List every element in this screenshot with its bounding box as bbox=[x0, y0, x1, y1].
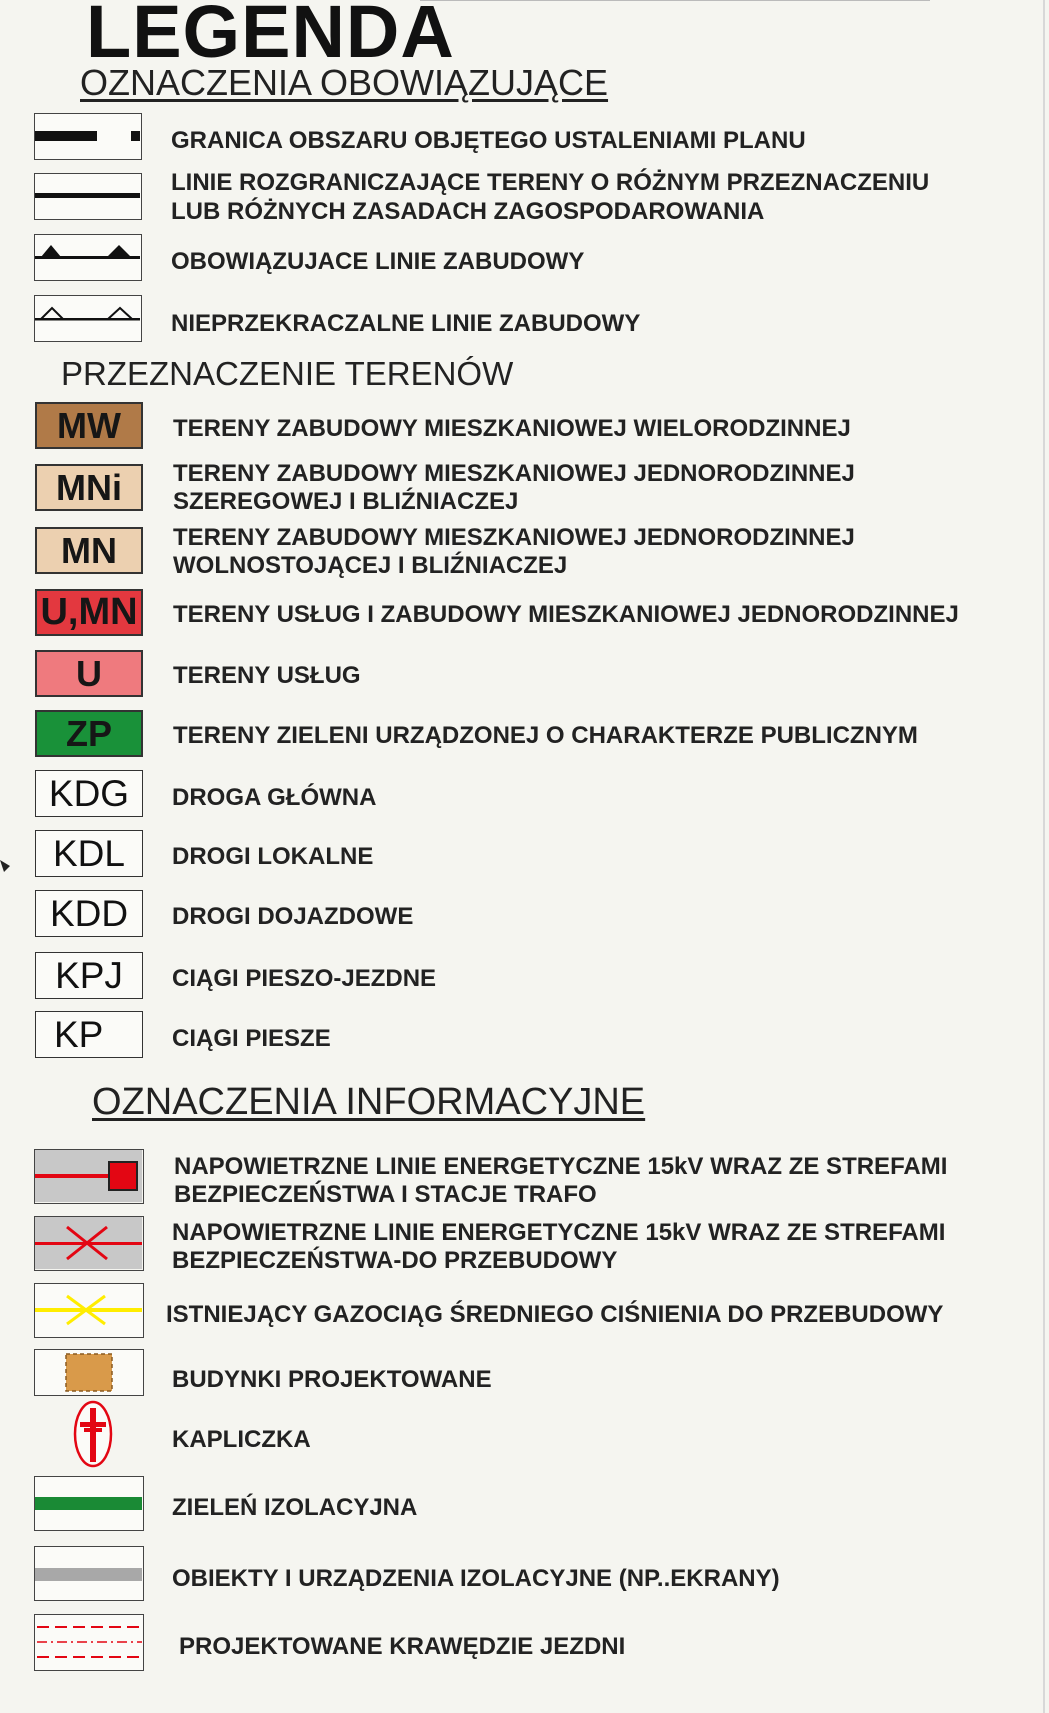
non-exceedable-building-line-symbol bbox=[34, 295, 142, 342]
land-use-code-mni: MNi bbox=[35, 464, 143, 511]
isolation-objects-symbol bbox=[34, 1546, 144, 1601]
road-code-kdd: KDD bbox=[35, 890, 143, 937]
top-border-line bbox=[420, 0, 930, 1]
land-use-code-u: U bbox=[35, 650, 143, 697]
planned-building-symbol bbox=[34, 1349, 144, 1396]
legend-label: BUDYNKI PROJEKTOWANE bbox=[172, 1366, 492, 1393]
power-line-transformer-symbol bbox=[34, 1149, 144, 1204]
legend-label: BEZPIECZEŃSTWA-DO PRZEBUDOWY bbox=[172, 1247, 618, 1274]
chapel-icon bbox=[72, 1400, 114, 1468]
legend-label: OBOWIĄZUJACE LINIE ZABUDOWY bbox=[171, 248, 585, 275]
legend-title: LEGENDA bbox=[86, 0, 455, 73]
gas-pipeline-symbol bbox=[34, 1283, 144, 1338]
road-code-kpj: KPJ bbox=[35, 952, 143, 999]
legend-label: OBIEKTY I URZĄDZENIA IZOLACYJNE (NP..EKRANY) bbox=[172, 1565, 780, 1592]
legend-label: NIEPRZEKRACZALNE LINIE ZABUDOWY bbox=[171, 310, 641, 337]
legend-label: TERENY USŁUG I ZABUDOWY MIESZKANIOWEJ JEDNORODZINNEJ bbox=[173, 601, 959, 628]
division-line-symbol bbox=[34, 173, 142, 220]
boundary-line-symbol bbox=[34, 113, 142, 160]
section-informative-heading: OZNACZENIA INFORMACYJNE bbox=[92, 1081, 646, 1123]
legend-label: ISTNIEJĄCY GAZOCIĄG ŚREDNIEGO CIŚNIENIA DO PRZEBUDOWY bbox=[166, 1301, 944, 1328]
legend-label: DROGI LOKALNE bbox=[172, 843, 374, 870]
section-mandatory-heading: OZNACZENIA OBOWIĄZUJĄCE bbox=[80, 62, 609, 103]
legend-label: ZIELEŃ IZOLACYJNA bbox=[172, 1494, 418, 1521]
planned-road-edges-symbol bbox=[34, 1614, 144, 1671]
legend-label: NAPOWIETRZNE LINIE ENERGETYCZNE 15kV WRAZ ZE STREFAMI bbox=[172, 1219, 946, 1246]
power-line-rebuild-symbol bbox=[34, 1216, 144, 1271]
legend-label: SZEREGOWEJ I BLIŹNIACZEJ bbox=[173, 488, 519, 515]
legend-label: GRANICA OBSZARU OBJĘTEGO USTALENIAMI PLANU bbox=[171, 127, 806, 154]
legend-label: KAPLICZKA bbox=[172, 1426, 311, 1453]
right-border-line bbox=[1043, 0, 1045, 1713]
land-use-code-mw: MW bbox=[35, 402, 143, 449]
legend-label: TERENY USŁUG bbox=[173, 662, 361, 689]
mandatory-building-line-symbol bbox=[34, 234, 142, 281]
legend-label: NAPOWIETRZNE LINIE ENERGETYCZNE 15kV WRAZ ZE STREFAMI bbox=[174, 1153, 948, 1180]
land-use-code-zp: ZP bbox=[35, 710, 143, 757]
legend-label: WOLNOSTOJĄCEJ I BLIŹNIACZEJ bbox=[173, 552, 568, 579]
legend-label: PROJEKTOWANE KRAWĘDZIE JEZDNI bbox=[179, 1633, 626, 1660]
edge-arrow-icon bbox=[0, 858, 12, 874]
legend-label: TERENY ZABUDOWY MIESZKANIOWEJ WIELORODZINNEJ bbox=[173, 415, 851, 442]
section-land-use-heading: PRZEZNACZENIE TERENÓW bbox=[61, 355, 514, 392]
legend-label: CIĄGI PIESZE bbox=[172, 1025, 331, 1052]
isolation-greenery-symbol bbox=[34, 1476, 144, 1531]
legend-label: LUB RÓŻNYCH ZASADACH ZAGOSPODAROWANIA bbox=[171, 198, 765, 225]
land-use-code-umn: U,MN bbox=[35, 589, 143, 636]
legend-label: BEZPIECZEŃSTWA I STACJE TRAFO bbox=[174, 1181, 597, 1208]
legend-label: TERENY ZABUDOWY MIESZKANIOWEJ JEDNORODZINNEJ bbox=[173, 524, 855, 551]
legend-label: LINIE ROZGRANICZAJĄCE TERENY O RÓŻNYM PRZEZNACZENIU bbox=[171, 169, 930, 196]
road-code-kdg: KDG bbox=[35, 770, 143, 817]
legend-label: CIĄGI PIESZO-JEZDNE bbox=[172, 965, 437, 992]
legend-label: TERENY ZABUDOWY MIESZKANIOWEJ JEDNORODZINNEJ bbox=[173, 460, 855, 487]
legend-label: DROGA GŁÓWNA bbox=[172, 784, 377, 811]
land-use-code-mn: MN bbox=[35, 527, 143, 574]
legend-label: DROGI DOJAZDOWE bbox=[172, 903, 414, 930]
road-code-kp: KP bbox=[35, 1011, 143, 1058]
legend-label: TERENY ZIELENI URZĄDZONEJ O CHARAKTERZE PUBLICZNYM bbox=[173, 722, 918, 749]
road-code-kdl: KDL bbox=[35, 830, 143, 877]
